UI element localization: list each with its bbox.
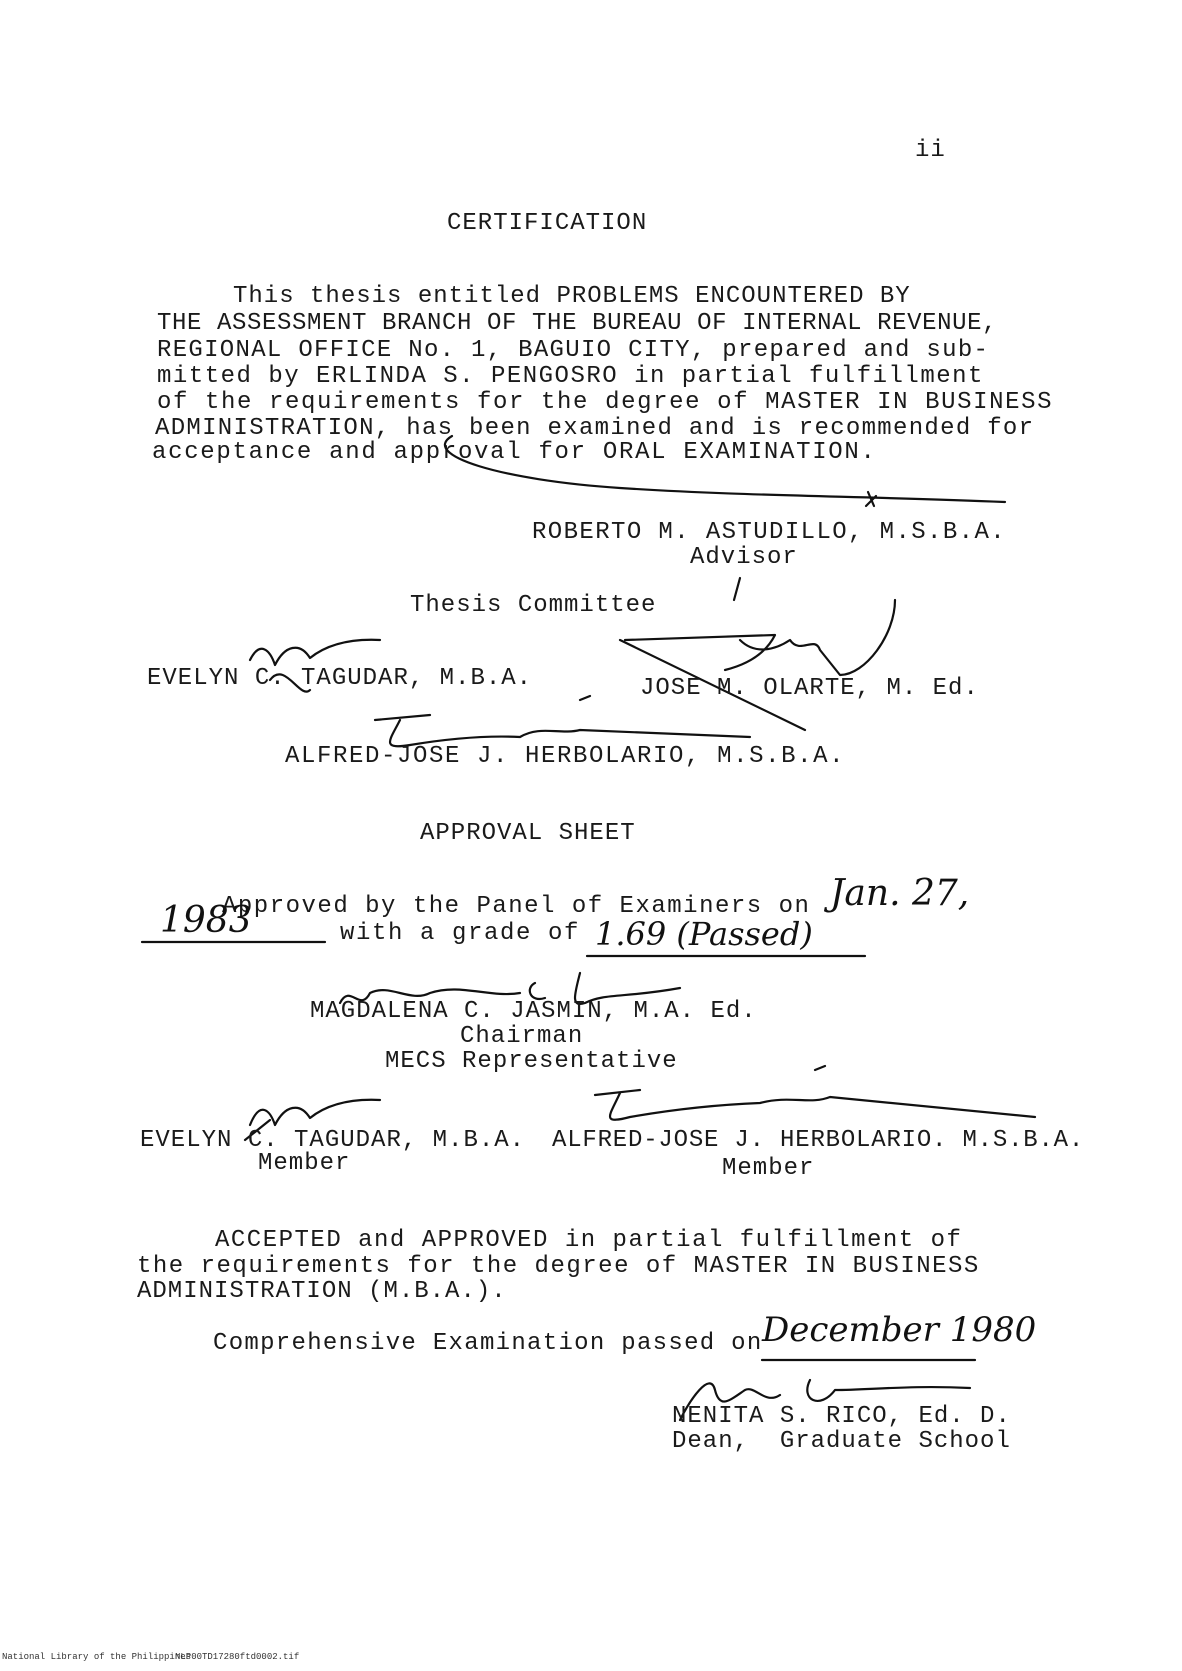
- committee-member-olarte: JOSE M. OLARTE, M. Ed.: [640, 675, 979, 702]
- adviser-role: Advisor: [690, 544, 798, 571]
- member-herbolario-role: Member: [722, 1155, 815, 1182]
- certification-line: of the requirements for the degree of MASTER IN BUSINESS: [157, 389, 1054, 416]
- committee-member-herbolario: ALFRED-JOSE J. HERBOLARIO, M.S.B.A.: [285, 743, 846, 770]
- page-number: ii: [915, 137, 946, 164]
- handwritten-comprehensive-date: December 1980: [762, 1310, 1037, 1350]
- chairman-name: MAGDALENA C. JASMIN, M.A. Ed.: [310, 998, 757, 1025]
- adviser-name: ROBERTO M. ASTUDILLO, M.S.B.A.: [532, 519, 1007, 546]
- certification-line: THE ASSESSMENT BRANCH OF THE BUREAU OF INTERNAL REVENUE,: [157, 310, 998, 337]
- dean-name: NENITA S. RICO, Ed. D.: [672, 1403, 1011, 1430]
- approval-heading: APPROVAL SHEET: [420, 820, 636, 847]
- acceptance-line: ADMINISTRATION (M.B.A.).: [137, 1278, 507, 1305]
- member-tagudar-name: EVELYN C. TAGUDAR, M.B.A.: [140, 1127, 526, 1154]
- committee-member-tagudar: EVELYN C. TAGUDAR, M.B.A.: [147, 665, 533, 692]
- certification-heading: CERTIFICATION: [447, 210, 648, 237]
- member-herbolario-name: ALFRED-JOSE J. HERBOLARIO. M.S.B.A.: [552, 1127, 1085, 1154]
- approval-line-2: with a grade of: [340, 920, 581, 947]
- chairman-org: MECS Representative: [385, 1048, 678, 1075]
- year-underline: [140, 938, 340, 948]
- certification-line: ADMINISTRATION, has been examined and is recommended for: [155, 415, 1035, 442]
- committee-heading: Thesis Committee: [410, 592, 657, 619]
- certification-line: acceptance and approval for ORAL EXAMINATION.: [152, 439, 877, 466]
- chairman-role: Chairman: [460, 1023, 584, 1050]
- handwritten-approval-date: Jan. 27,: [830, 873, 970, 914]
- comprehensive-label: Comprehensive Examination passed on: [213, 1330, 763, 1357]
- acceptance-line: ACCEPTED and APPROVED in partial fulfillment of: [215, 1227, 963, 1254]
- acceptance-line: the requirements for the degree of MASTER IN BUSINESS: [137, 1253, 980, 1280]
- approval-line-1: Approved by the Panel of Examiners on: [222, 893, 811, 920]
- certification-line: REGIONAL OFFICE No. 1, BAGUIO CITY, prepared and sub-: [157, 337, 990, 364]
- dean-title: Dean, Graduate School: [672, 1428, 1011, 1455]
- footer-library: National Library of the Philippines: [2, 1652, 192, 1662]
- certification-line: This thesis entitled PROBLEMS ENCOUNTERED BY: [233, 283, 911, 310]
- handwritten-grade: 1.69 (Passed): [595, 915, 813, 953]
- member-tagudar-role: Member: [258, 1150, 351, 1177]
- certification-line: mitted by ERLINDA S. PENGOSRO in partial fulfillment: [157, 363, 984, 390]
- footer-file-id: NLP00TD17280ftd0002.tif: [175, 1652, 300, 1662]
- grade-underline: [585, 952, 875, 962]
- handwritten-year: 1983: [160, 900, 252, 941]
